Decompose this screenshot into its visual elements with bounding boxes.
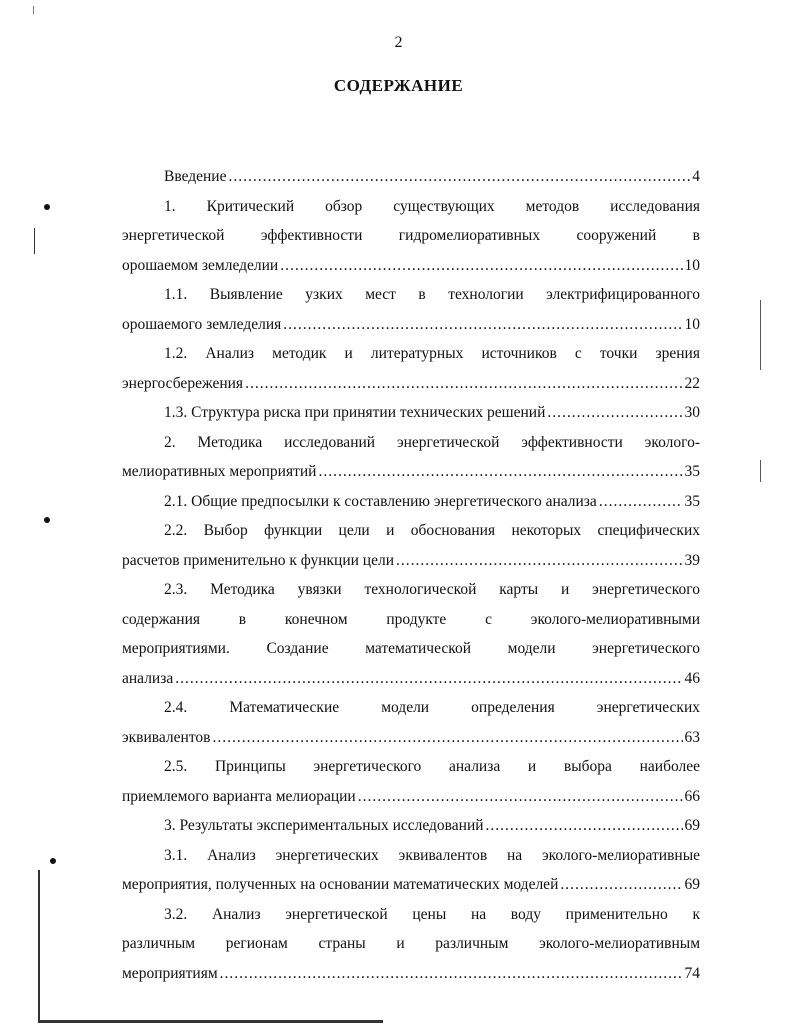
leader-dots <box>358 782 683 812</box>
toc-entry-text: орошаемом земледелии <box>122 256 279 274</box>
toc-entry-text: мелиоративных мероприятий <box>122 463 317 480</box>
toc-entry-s3-2 <box>122 900 700 989</box>
toc-entry-text: энергосбережения <box>122 374 244 392</box>
toc-page-number: 66 <box>684 787 700 805</box>
toc-page-number: 35 <box>684 463 700 480</box>
page-number: 2 <box>394 34 403 51</box>
toc-page-number: 46 <box>684 669 700 687</box>
scan-edge-line <box>760 300 761 370</box>
toc-entry-text: 3.1. Анализ энергетических эквивалентов на эколого-мелиоративные <box>164 846 700 864</box>
leader-dots <box>175 664 682 694</box>
toc-entry-text: анализа <box>122 669 174 687</box>
toc-entry-text: 1.3. Структура риска при принятии технических решений <box>164 404 546 421</box>
toc-entry-text: 2.1. Общие предпосылки к составлению энергетического анализа <box>164 492 597 510</box>
toc-page-number: 10 <box>684 315 700 333</box>
toc-entry-text: мероприятия, полученных на основании математических моделей <box>122 876 559 893</box>
leader-dots <box>560 870 682 900</box>
leader-dots <box>280 251 682 281</box>
toc-entry-text: 2. Методика исследований энергетической эффективности эколого- <box>164 433 700 451</box>
toc-entry-ch3 <box>122 811 700 841</box>
page-title: СОДЕРЖАНИЕ <box>333 76 464 95</box>
toc-entry-text: 2.5. Принципы энергетического анализа и выбора наиболее <box>164 758 700 775</box>
toc-page-number: 69 <box>684 876 700 893</box>
leader-dots <box>245 369 682 399</box>
leader-dots <box>396 546 683 576</box>
toc-entry-intro <box>122 162 700 192</box>
binding-hole-mark <box>44 517 50 523</box>
toc-entry-s2-2 <box>122 516 700 575</box>
leader-dots <box>228 162 690 192</box>
leader-dots <box>220 959 683 989</box>
toc-entry-text: эквивалентов <box>122 728 211 746</box>
toc-entry-text: Введение <box>164 168 227 185</box>
toc-entry-text: мероприятиям <box>122 964 218 982</box>
toc-entry-text: приемлемого варианта мелиорации <box>122 787 356 805</box>
toc-entry-text: различным регионам страны и различным эколого-мелиоративным <box>122 935 700 952</box>
toc-entry-s1-1 <box>122 280 700 339</box>
toc-entry-s2-4 <box>122 693 700 752</box>
toc-entry-text: 2.2. Выбор функции цели и обоснования некоторых специфических <box>164 522 700 539</box>
toc-entry-text: 3. Результаты экспериментальных исследований <box>164 817 484 834</box>
scan-edge-line <box>38 1020 383 1023</box>
leader-dots <box>486 811 683 841</box>
toc-entry-text: содержания в конечном продукте с эколого-мелиоративными <box>122 610 700 628</box>
toc-entry-text: 1. Критический обзор существующих методов исследования <box>164 197 700 215</box>
leader-dots <box>318 457 682 487</box>
toc-entry-text: 3.2. Анализ энергетической цены на воду применительно к <box>164 905 700 923</box>
toc-page-number: 4 <box>692 168 700 185</box>
scan-edge-line <box>34 228 35 254</box>
toc-entry-text: 1.2. Анализ методик и литературных источников с точки зрения <box>164 345 700 362</box>
binding-hole-mark <box>44 204 50 210</box>
scan-edge-line <box>760 460 761 482</box>
toc-entry-text: 1.1. Выявление узких мест в технологии электрифицированного <box>164 286 700 303</box>
toc-entry-s2-3 <box>122 575 700 693</box>
toc-entry-ch1 <box>122 192 700 281</box>
leader-dots <box>212 723 682 753</box>
toc-page-number: 63 <box>684 728 700 746</box>
toc-entry-text: 2.4. Математические модели определения энергетических <box>164 699 700 716</box>
leader-dots <box>599 487 683 517</box>
leader-dots <box>283 310 682 340</box>
toc-entry-text: 2.3. Методика увязки технологической карты и энергетического <box>164 581 700 598</box>
toc-entry-s2-1 <box>122 487 700 517</box>
table-of-contents <box>122 162 700 988</box>
toc-page-number: 30 <box>684 404 700 421</box>
binding-hole-mark <box>50 858 56 864</box>
toc-entry-ch2 <box>122 428 700 487</box>
toc-entry-s2-5 <box>122 752 700 811</box>
scan-edge-line <box>38 870 40 1022</box>
toc-entry-text: мероприятиями. Создание математической модели энергетического <box>122 640 700 657</box>
scan-edge-line <box>33 6 34 14</box>
toc-page-number: 69 <box>684 817 700 834</box>
toc-page-number: 22 <box>684 374 700 392</box>
toc-entry-s1-3 <box>122 398 700 428</box>
toc-entry-s3-1 <box>122 841 700 900</box>
toc-page-number: 35 <box>684 492 700 510</box>
toc-entry-text: энергетической эффективности гидромелиоративных сооружений в <box>122 227 700 244</box>
leader-dots <box>547 398 682 428</box>
toc-page-number: 39 <box>684 551 700 569</box>
toc-entry-text: орошаемого земледелия <box>122 315 282 333</box>
toc-entry-s1-2 <box>122 339 700 398</box>
toc-entry-text: расчетов применительно к функции цели <box>122 551 394 569</box>
toc-page-number: 74 <box>684 964 700 982</box>
toc-page-number: 10 <box>684 256 700 274</box>
